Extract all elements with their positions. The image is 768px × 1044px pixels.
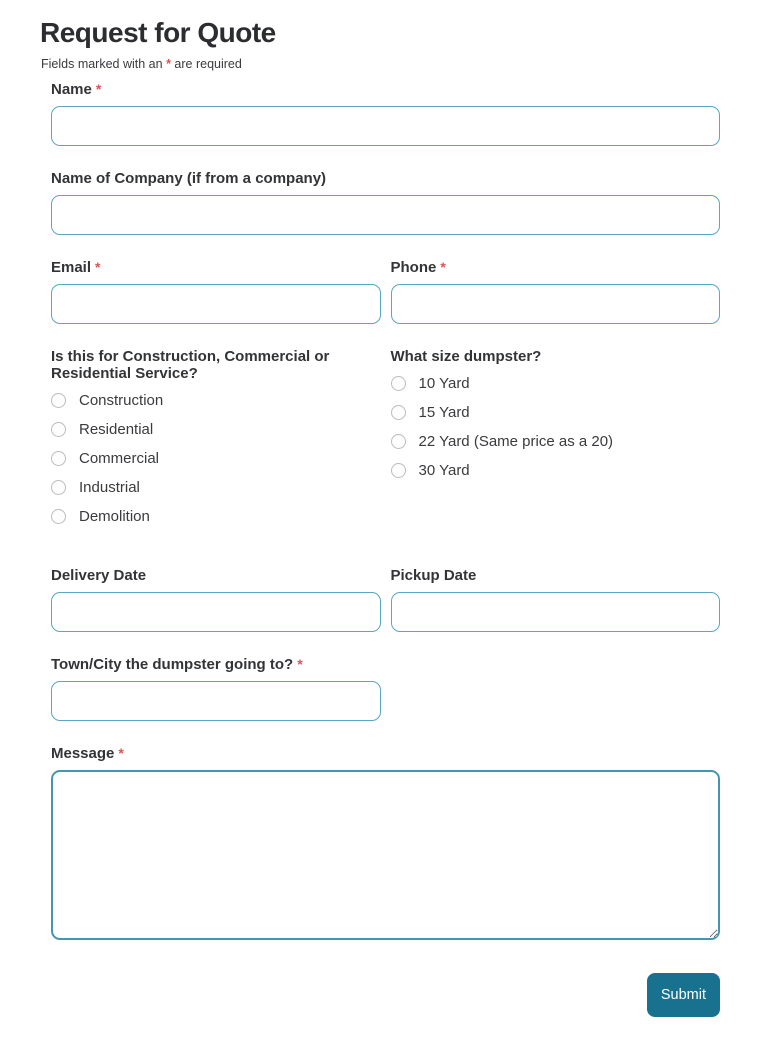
email-phone-row [51, 259, 720, 324]
town-city-field-block [51, 656, 720, 721]
company-input[interactable] [51, 195, 720, 235]
radio-button-icon[interactable] [391, 434, 406, 449]
radio-button-icon[interactable] [51, 422, 66, 437]
dumpster-size-option-10yard[interactable] [391, 375, 721, 392]
email-required-asterisk: * [95, 259, 101, 276]
name-label: Name * [51, 81, 102, 99]
dumpster-size-label: What size dumpster? [390, 348, 542, 366]
service-type-option-industrial[interactable] [51, 479, 381, 496]
required-note-suffix: are required [174, 57, 242, 72]
radio-button-icon[interactable] [391, 376, 406, 391]
phone-input[interactable] [391, 284, 721, 324]
town-city-label: Town/City the dumpster going to? * [51, 656, 303, 674]
service-type-option-construction[interactable] [51, 392, 381, 409]
name-input[interactable] [51, 106, 720, 146]
message-label: Message * [51, 745, 124, 763]
radio-option-label: 22 Yard (Same price as a 20) [418, 433, 614, 451]
email-label: Email * [51, 259, 101, 277]
radio-button-icon[interactable] [51, 393, 66, 408]
delivery-date-field-block [51, 567, 381, 632]
dumpster-size-option-22yard[interactable] [391, 433, 721, 450]
dumpster-size-option-15yard[interactable] [391, 404, 721, 421]
name-field-block [51, 81, 720, 146]
spacer [51, 546, 720, 567]
radio-option-label: Demolition [79, 508, 150, 526]
pickup-date-field-block [391, 567, 721, 632]
dates-row [51, 567, 720, 632]
delivery-date-label: Delivery Date [51, 567, 147, 585]
radio-option-label: Construction [79, 392, 164, 410]
radio-button-icon[interactable] [51, 509, 66, 524]
dumpster-size-group [391, 348, 721, 537]
page-title: Request for Quote [40, 17, 276, 48]
phone-field-block [391, 259, 721, 324]
radio-button-icon[interactable] [51, 480, 66, 495]
name-required-asterisk: * [95, 81, 102, 98]
town-city-required-asterisk: * [297, 656, 303, 673]
company-field-block [51, 170, 720, 235]
required-asterisk: * [166, 57, 171, 72]
submit-button[interactable]: Submit [647, 973, 720, 1017]
required-note-prefix: Fields marked with an [41, 57, 163, 72]
service-type-label: Is this for Construction, Commercial or Residential Service? [51, 348, 330, 383]
radio-button-icon[interactable] [391, 405, 406, 420]
service-type-option-commercial[interactable] [51, 450, 381, 467]
message-field-block [51, 745, 720, 940]
phone-required-asterisk: * [440, 259, 446, 276]
radio-option-label: Commercial [79, 450, 160, 468]
message-textarea[interactable] [51, 770, 720, 940]
dumpster-size-option-30yard[interactable] [391, 462, 721, 479]
company-label: Name of Company (if from a company) [51, 170, 327, 188]
phone-label: Phone * [390, 259, 446, 277]
service-type-option-residential[interactable] [51, 421, 381, 438]
radio-option-label: Industrial [79, 479, 140, 497]
quote-form [0, 71, 768, 1017]
service-type-group [51, 348, 381, 537]
town-city-input[interactable] [51, 681, 381, 721]
service-type-option-demolition[interactable] [51, 508, 381, 525]
radio-button-icon[interactable] [51, 451, 66, 466]
radio-button-icon[interactable] [391, 463, 406, 478]
radio-groups-row [51, 348, 720, 537]
required-note [41, 57, 768, 71]
delivery-date-input[interactable] [51, 592, 381, 632]
submit-row [51, 973, 720, 1017]
message-required-asterisk: * [118, 745, 124, 762]
radio-option-label: Residential [79, 421, 154, 439]
email-input[interactable] [51, 284, 381, 324]
pickup-date-input[interactable] [391, 592, 721, 632]
radio-option-label: 30 Yard [418, 462, 470, 480]
radio-option-label: 15 Yard [418, 404, 470, 422]
pickup-date-label: Pickup Date [390, 567, 477, 585]
email-field-block [51, 259, 381, 324]
radio-option-label: 10 Yard [418, 375, 470, 393]
